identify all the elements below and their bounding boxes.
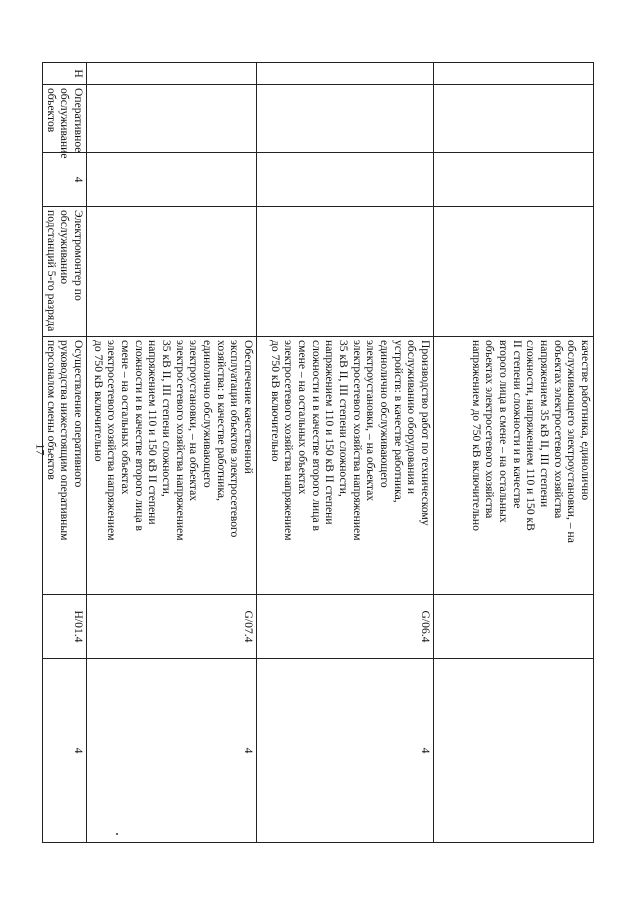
function-text-cell: [257, 337, 434, 595]
letter-cell: [257, 63, 434, 85]
function-text-cell: [42, 337, 86, 595]
rotated-table-wrapper: [44, 62, 594, 842]
function-level-cell: 4: [257, 659, 434, 843]
level-cell: [434, 153, 594, 207]
table-row: [87, 63, 257, 843]
code-cell: G/06.4: [257, 595, 434, 659]
position-cell: [87, 207, 257, 337]
table-row: [42, 63, 86, 843]
position-cell: [257, 207, 434, 337]
function-text: Осуществление оперативного руководства нижестоящим оперативным персоналом смены объектов: [44, 340, 85, 541]
position-name: Электромонтер по обслуживанию подстанций 5-го разряда: [44, 210, 85, 332]
function-text: качестве работника, единолично обслуживающего электроустановки, – на объектах электросетевого хозяйства напряжением 35 кВ II, III степени сложности, напряжением 110 и 150 кВ II степени сложности и в качестве второго лица в смене – на остальных объектах электросетевого хозяйства напряжением до 750 кВ включительно: [469, 340, 592, 543]
letter-cell: H: [42, 63, 86, 85]
qualification-table: [42, 62, 594, 843]
name-cell: [42, 85, 86, 159]
table-row: [257, 63, 434, 843]
function-text: Обеспечение качественной эксплуатации объектов электросетевого хозяйства: в качестве работника, единолично обслуживающего электроустановки, – на объектах электросетевого хозяйства напряжением 35 кВ II, III степени сложности, напряжением 110 и 150 кВ II степени сложности и в качестве второго лица в смене – на остальных объектах электросетевого хозяйства напряжением до 750 кВ включительно: [91, 340, 255, 541]
function-text-cell: [434, 337, 594, 595]
table-row: [434, 63, 594, 843]
level-cell: 4: [42, 153, 86, 207]
function-level-cell: 4: [87, 659, 257, 843]
level-cell: [257, 153, 434, 207]
page-number: 17: [33, 443, 48, 456]
code-cell: [434, 595, 594, 659]
function-level-cell: [434, 659, 594, 843]
name-cell: [434, 85, 594, 153]
generalized-function-name: Оперативное обслуживание объектов: [44, 88, 85, 159]
function-text-cell: [87, 337, 257, 595]
code-cell: G/07.4: [87, 595, 257, 659]
code-cell: H/01.4: [42, 595, 86, 659]
name-cell: [257, 85, 434, 153]
letter-cell: [87, 63, 257, 85]
function-level-cell: 4: [42, 659, 86, 843]
name-cell: [87, 85, 257, 153]
position-cell: [434, 207, 594, 337]
level-cell: [87, 153, 257, 207]
letter-cell: [434, 63, 594, 85]
function-text: Производство работ по техническому обслуживанию оборудования и устройств: в качестве работника, единолично обслуживающего электроустановки, – на объектах электросетевого хозяйства напряжением 35 кВ II, III степени сложности, напряжением 110 и 150 кВ II степени сложности и в качестве второго лица в смене – на остальных объектах электросетевого хозяйства напряжением до 750 кВ включительно: [268, 340, 432, 541]
position-cell: [42, 207, 86, 337]
